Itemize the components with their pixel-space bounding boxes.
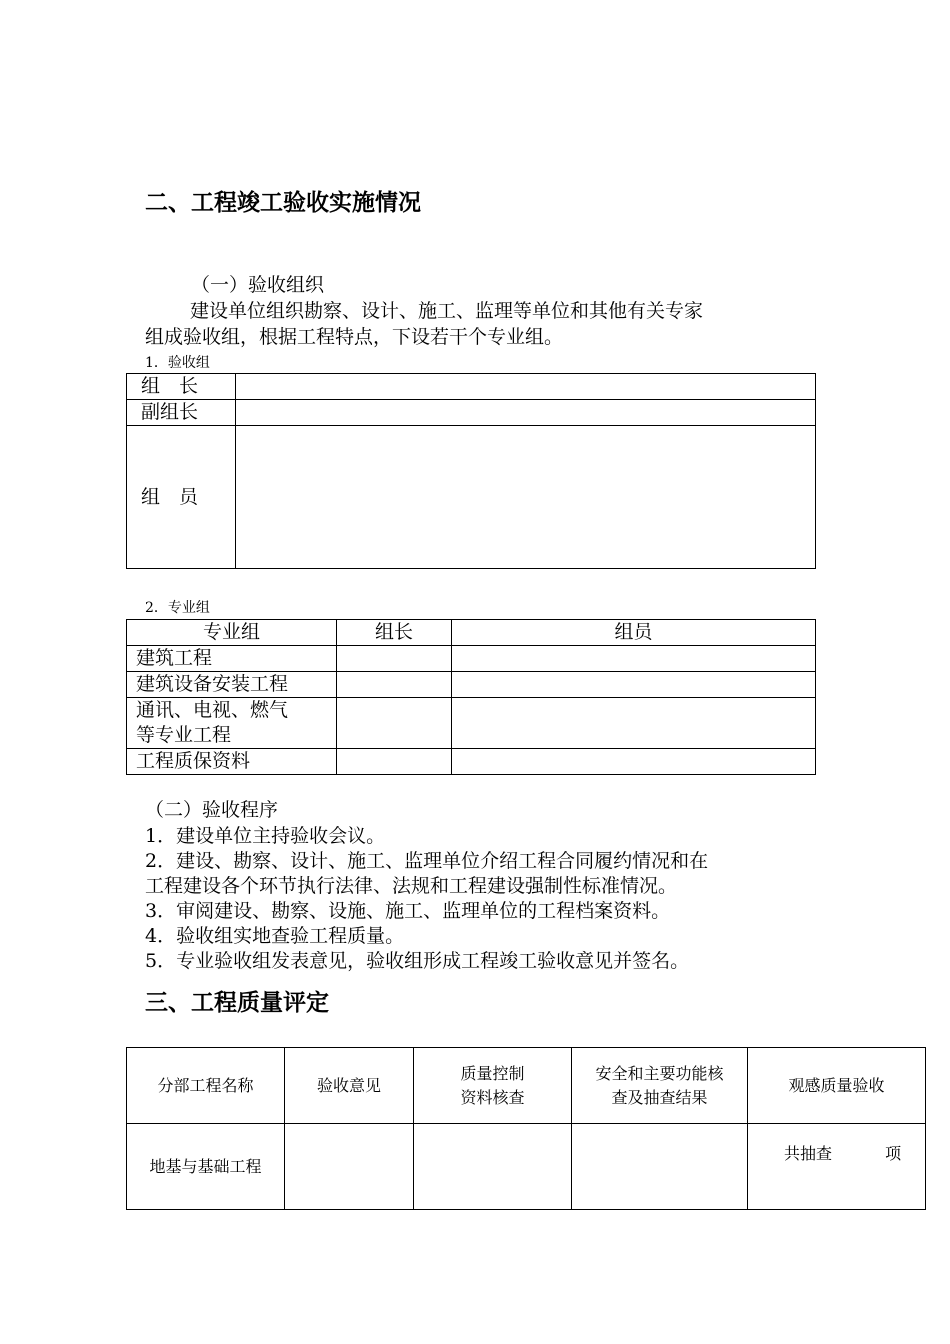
row-label-line-1: 通讯、电视、燃气	[136, 699, 289, 721]
section-3-title: 三、工程质量评定	[145, 990, 329, 1016]
leader-label: 组 长	[127, 374, 236, 400]
procedure-step: 4．验收组实地查验工程质量。	[145, 925, 405, 947]
header-sub-project-name: 分部工程名称	[127, 1048, 285, 1124]
table-row-label: 建筑工程	[127, 646, 337, 672]
deputy-leader-label: 副组长	[127, 400, 236, 426]
header-leader: 组长	[337, 620, 452, 646]
header-line: 质量控制	[460, 1063, 525, 1083]
paragraph-line-1: 建设单位组织勘察、设计、施工、监理等单位和其他有关专家	[190, 300, 704, 322]
header-members: 组员	[452, 620, 816, 646]
header-professional-group: 专业组	[127, 620, 337, 646]
row-foundation-name: 地基与基础工程	[127, 1124, 285, 1210]
table-cell-members[interactable]	[452, 749, 816, 775]
table-cell-quality-review[interactable]	[414, 1124, 572, 1210]
header-acceptance-opinion: 验收意见	[285, 1048, 414, 1124]
deputy-leader-value[interactable]	[236, 400, 816, 426]
table-cell-visual-quality[interactable]	[748, 1124, 926, 1210]
header-line: 资料核查	[460, 1087, 525, 1107]
table-row-label	[127, 698, 337, 749]
subsection-acceptance-organization: （一）验收组织	[191, 274, 325, 296]
table-cell-leader[interactable]	[337, 646, 452, 672]
header-quality-control-review	[414, 1048, 572, 1124]
procedure-step: 1．建设单位主持验收会议。	[145, 825, 386, 847]
header-visual-quality-acceptance: 观感质量验收	[748, 1048, 926, 1124]
member-label: 组 员	[127, 426, 236, 569]
table-row-label: 工程质保资料	[127, 749, 337, 775]
table-cell-leader[interactable]	[337, 698, 452, 749]
procedure-step: 5．专业验收组发表意见，验收组形成工程竣工验收意见并签名。	[145, 950, 690, 972]
table-cell-leader[interactable]	[337, 749, 452, 775]
procedure-step: 3．审阅建设、勘察、设施、施工、监理单位的工程档案资料。	[145, 900, 671, 922]
professional-group-table	[126, 619, 816, 775]
acceptance-group-table	[126, 373, 816, 569]
acceptance-group-label: 1．验收组	[145, 355, 210, 371]
table-cell-members[interactable]	[452, 646, 816, 672]
quality-evaluation-table	[126, 1047, 926, 1210]
header-line: 安全和主要功能核	[595, 1063, 724, 1083]
member-value[interactable]	[236, 426, 816, 569]
procedure-step: 2．建设、勘察、设计、施工、监理单位介绍工程合同履约情况和在	[145, 850, 709, 872]
row-label-line-2: 等专业工程	[136, 724, 232, 746]
leader-value[interactable]	[236, 374, 816, 400]
spot-check-suffix: 项	[885, 1144, 902, 1163]
subsection-acceptance-procedure: （二）验收程序	[145, 799, 279, 821]
paragraph-line-2: 组成验收组，根据工程特点，下设若干个专业组。	[145, 326, 564, 348]
header-safety-function-check	[572, 1048, 748, 1124]
table-cell-opinion[interactable]	[285, 1124, 414, 1210]
section-2-title: 二、工程竣工验收实施情况	[145, 190, 421, 216]
table-cell-members[interactable]	[452, 672, 816, 698]
spot-check-prefix: 共抽查	[784, 1144, 833, 1163]
table-cell-members[interactable]	[452, 698, 816, 749]
table-cell-leader[interactable]	[337, 672, 452, 698]
procedure-step-continued: 工程建设各个环节执行法律、法规和工程建设强制性标准情况。	[145, 875, 678, 897]
table-row-label: 建筑设备安装工程	[127, 672, 337, 698]
professional-group-label: 2．专业组	[145, 600, 210, 616]
table-cell-safety-check[interactable]	[572, 1124, 748, 1210]
header-line: 查及抽查结果	[611, 1087, 708, 1107]
